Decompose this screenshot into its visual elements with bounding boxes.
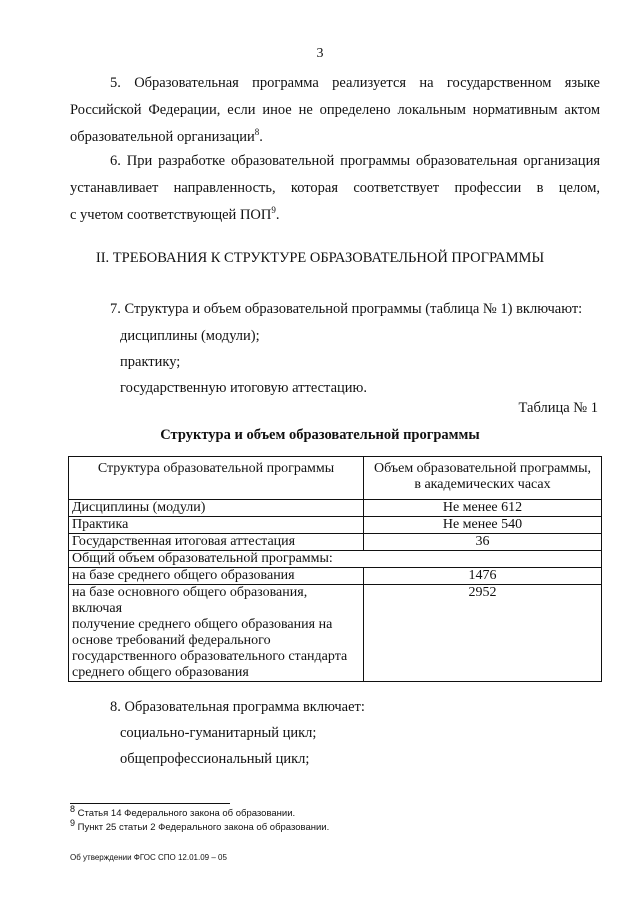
- footnote-divider: [70, 803, 230, 804]
- footnote-ref-8: 8: [254, 127, 260, 138]
- paragraph-6-line-3: с учетом соответствующей ПОП$^9$.: [70, 205, 280, 223]
- table-cell-label: на базе среднего общего образования: [69, 568, 364, 585]
- paragraph-5: [70, 70, 600, 151]
- table-row: [69, 568, 602, 585]
- table-cell-label: [69, 585, 364, 682]
- paragraph-5-line-1: 5. Образовательная программа реализуется на государственном языке: [110, 75, 600, 91]
- table-cell-label: Дисциплины (модули): [69, 500, 364, 517]
- table-cell-value: Не менее 540: [364, 517, 602, 534]
- table-header-structure: Структура образовательной программы: [69, 457, 364, 500]
- table-cell-label-line: получение среднего общего образования на: [72, 617, 333, 632]
- table-header-row: [69, 457, 602, 500]
- document-footer: Об утверждении ФГОС СПО 12.01.09 – 05: [70, 853, 227, 862]
- table-header-volume-line-2: в академических часах: [414, 477, 551, 492]
- table-row: [69, 517, 602, 534]
- paragraph-5-line-3-text: образовательной организации: [70, 129, 255, 145]
- footnote-9-text: Пункт 25 статьи 2 Федерального закона об образовании.: [77, 822, 330, 833]
- paragraph-6-line-1: 6. При разработке образовательной программы образовательная организация: [110, 153, 600, 169]
- paragraph-6: [70, 148, 600, 229]
- footnote-9-number: 9: [70, 817, 76, 828]
- paragraph-7-item-2: практику;: [120, 354, 181, 370]
- table-cell-value: Не менее 612: [364, 500, 602, 517]
- structure-table: [68, 456, 602, 682]
- paragraph-7-item-1: дисциплины (модули);: [120, 328, 260, 344]
- footnote-8: [70, 803, 296, 819]
- table-cell-label: Практика: [69, 517, 364, 534]
- table-row: [69, 534, 602, 551]
- table-caption: Структура и объем образовательной программы: [160, 427, 480, 443]
- footnote-8-text: Статья 14 Федерального закона об образовании.: [77, 808, 296, 819]
- footnote-8-number: 8: [70, 803, 76, 814]
- page-number: 3: [316, 46, 324, 61]
- table-cell-label-line: на базе основного общего образования, включая: [72, 585, 308, 616]
- table-row: [69, 585, 602, 682]
- table-cell-value: 36: [364, 534, 602, 551]
- paragraph-6-line-2: устанавливает направленность, которая соответствует профессии в целом,: [70, 180, 600, 196]
- table-cell-value: 1476: [364, 568, 602, 585]
- paragraph-5-line-3: образовательной организации$^8$.: [70, 127, 263, 145]
- footnote-9: [70, 817, 330, 833]
- section-title: II. ТРЕБОВАНИЯ К СТРУКТУРЕ ОБРАЗОВАТЕЛЬНОЙ ПРОГРАММЫ: [95, 250, 545, 266]
- paragraph-8-line-1: 8. Образовательная программа включает:: [110, 699, 365, 715]
- table-total-label: Общий объем образовательной программы:: [69, 551, 602, 568]
- paragraph-8-item-2: общепрофессиональный цикл;: [120, 751, 310, 767]
- table-cell-label-line: среднего общего образования: [72, 665, 249, 680]
- table-header-volume: [364, 457, 602, 500]
- paragraph-7-line-1: 7. Структура и объем образовательной программы (таблица № 1) включают:: [110, 301, 583, 317]
- paragraph-6-line-3-text: с учетом соответствующей ПОП: [70, 207, 272, 223]
- table-row: [69, 500, 602, 517]
- table-cell-label-line: государственного образовательного стандарта: [72, 649, 348, 664]
- table-cell-label: Государственная итоговая аттестация: [69, 534, 364, 551]
- paragraph-7-item-3: государственную итоговую аттестацию.: [120, 380, 367, 396]
- table-total-row: [69, 551, 602, 568]
- paragraph-5-line-2: Российской Федерации, если иное не определено локальным нормативным актом: [70, 102, 600, 118]
- table-label: Таблица № 1: [518, 400, 598, 416]
- table-header-volume-line-1: Объем образовательной программы,: [373, 461, 592, 476]
- table-cell-label-line: основе требований федерального: [72, 633, 271, 648]
- footnote-ref-9: 9: [271, 205, 276, 216]
- table-cell-value: 2952: [364, 585, 602, 682]
- paragraph-8-item-1: социально-гуманитарный цикл;: [120, 725, 317, 741]
